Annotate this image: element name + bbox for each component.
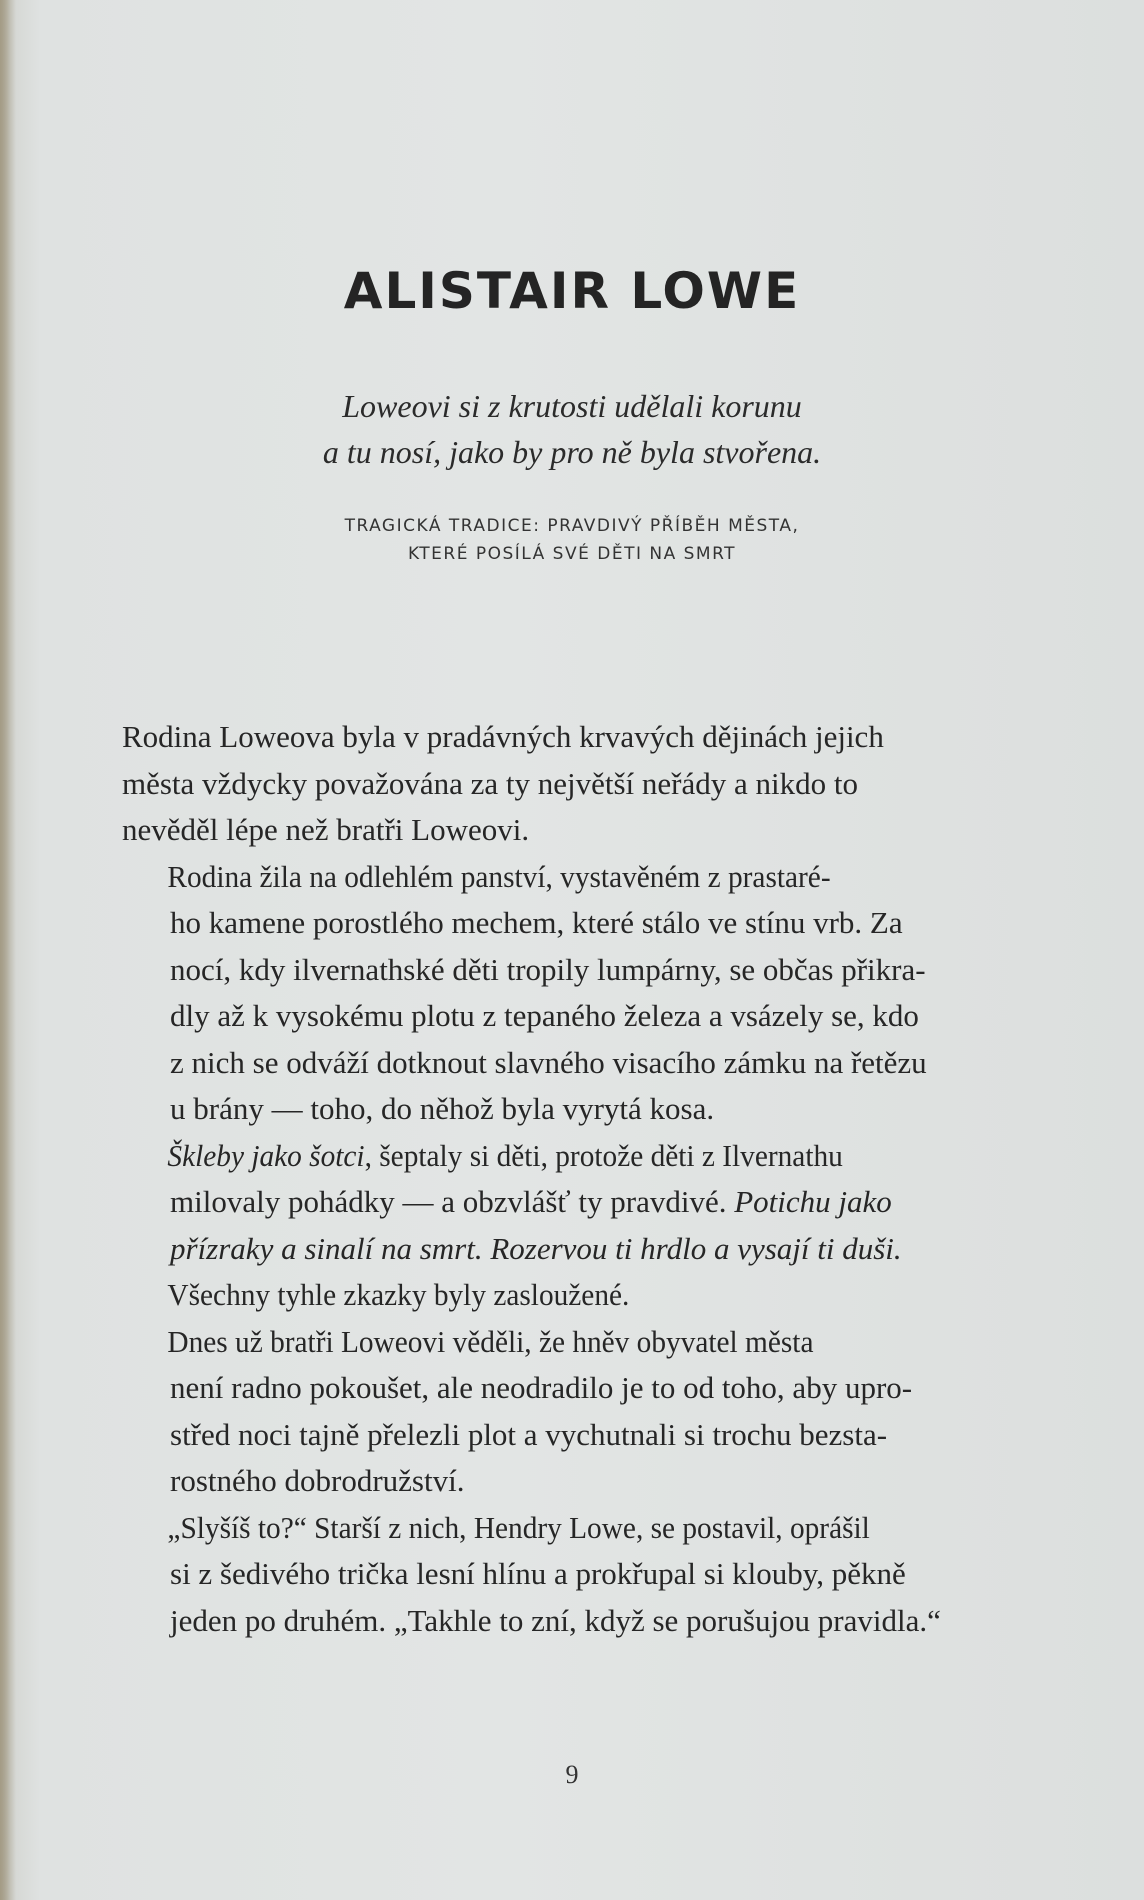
- epigraph-line: Loweovi si z krutosti udělali korunu: [342, 388, 802, 424]
- text-line: z nich se odváží dotknout slavného visacího zámku na řetězu: [170, 1044, 927, 1080]
- text-line: [122, 1226, 1018, 1273]
- text-line: Rodina Loweova byla v pradávných krvavých dějinách jejich: [122, 719, 884, 754]
- text-line: Rodina žila na odlehlém panství, vystavěném z prastaré-: [167, 858, 831, 894]
- epigraph-line: a tu nosí, jako by pro ně byla stvořena.: [322, 434, 822, 470]
- text-line: jeden po druhém. „Takhle to zní, když se porušujou pravidla.“: [170, 1602, 941, 1638]
- page-number: 9: [565, 1760, 579, 1789]
- paragraph: [122, 1319, 1018, 1505]
- text-line: si z šedivého trička lesní hlínu a prokřupal si klouby, pěkně: [170, 1556, 906, 1591]
- italic-phrase: Potichu jako: [734, 1184, 892, 1219]
- text-line: nocí, kdy ilvernathské děti tropily lumpárny, se občas přikra-: [170, 951, 926, 987]
- text-line: Všechny tyhle zkazky byly zasloužené.: [167, 1277, 630, 1312]
- body-text: [122, 714, 1018, 1644]
- paragraph: [122, 1505, 1018, 1645]
- text-run: milovaly pohádky — a obzvlášť ty pravdivé.: [170, 1184, 735, 1219]
- italic-phrase: přízraky a sinalí na smrt. Rozervou ti hrdlo a vysají ti duši.: [170, 1230, 902, 1266]
- paragraph: [122, 1133, 1018, 1273]
- chapter-title: ALISTAIR LOWE: [343, 262, 801, 320]
- epigraph-source-line: TRAGICKÁ TRADICE: PRAVDIVÝ PŘÍBĚH MĚSTA,: [344, 516, 800, 536]
- italic-phrase: Škleby jako šotci: [167, 1137, 365, 1173]
- text-line: „Slyšíš to?“ Starší z nich, Hendry Lowe, se postavil, oprášil: [167, 1509, 870, 1545]
- text-line: není radno pokoušet, ale neodradilo je to od toho, aby upro-: [170, 1370, 913, 1405]
- epigraph-source-line: KTERÉ POSÍLÁ SVÉ DĚTI NA SMRT: [407, 544, 737, 564]
- text-run: , šeptaly si děti, protože děti z Ilvernathu: [364, 1137, 843, 1173]
- text-line: [122, 1133, 970, 1180]
- text-line: [122, 1179, 1018, 1226]
- text-line: střed noci tajně přelezli plot a vychutnali si trochu bezsta-: [170, 1416, 888, 1452]
- paragraph: [122, 854, 1018, 1133]
- text-line: u brány — toho, do něhož byla vyrytá kosa.: [170, 1091, 715, 1126]
- epigraph: [0, 383, 1144, 475]
- text-line: Dnes už bratři Loweovi věděli, že hněv obyvatel města: [167, 1323, 814, 1359]
- paragraph: [122, 714, 1018, 854]
- epigraph-source: [0, 512, 1144, 568]
- text-line: dly až k vysokému plotu z tepaného železa a vsázely se, kdo: [170, 998, 919, 1033]
- text-line: ho kamene porostlého mechem, které stálo ve stínu vrb. Za: [170, 905, 903, 940]
- text-line: nevěděl lépe než bratři Loweovi.: [122, 812, 530, 847]
- text-line: města vždycky považována za ty největší neřády a nikdo to: [122, 765, 858, 801]
- text-line: rostného dobrodružství.: [170, 1463, 465, 1498]
- paragraph: [122, 1272, 1018, 1319]
